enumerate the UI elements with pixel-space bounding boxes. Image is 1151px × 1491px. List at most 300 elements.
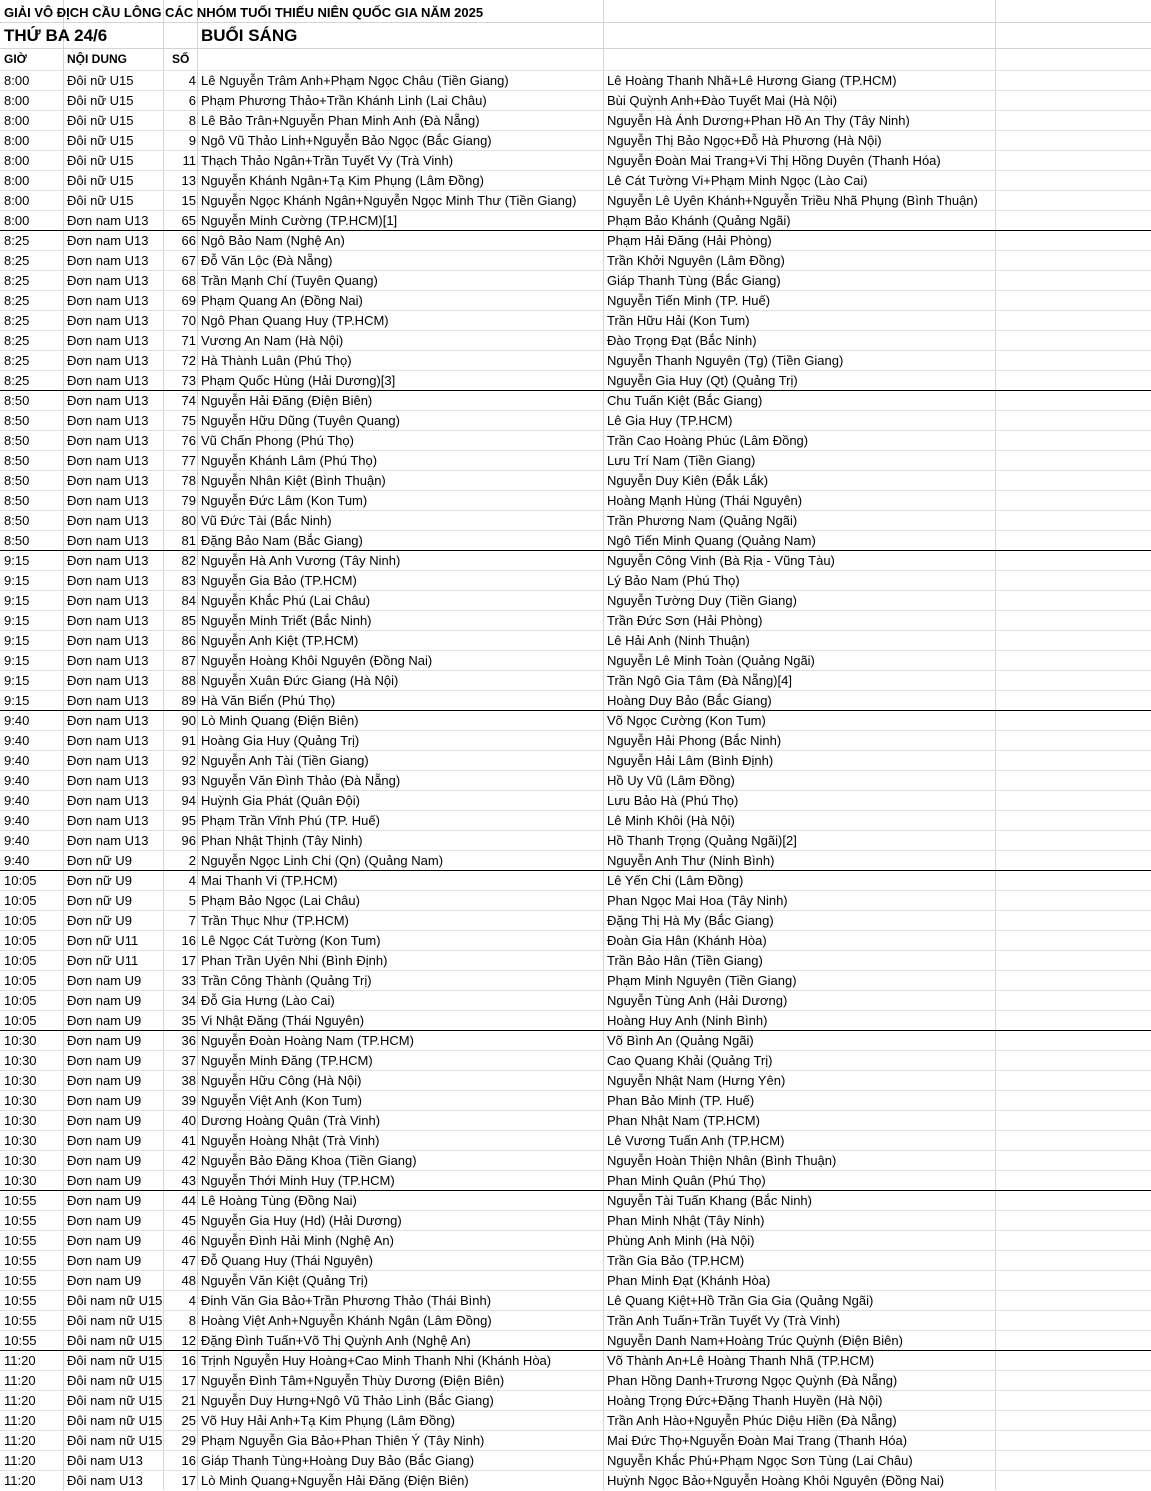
time-cell: 11:20	[4, 1393, 36, 1408]
time-cell: 10:30	[4, 1053, 37, 1068]
time-cell: 10:55	[4, 1253, 37, 1268]
event-cell: Đơn nam U13	[67, 233, 149, 248]
event-cell: Đơn nam U9	[67, 1273, 142, 1288]
player-b-cell: Phan Ngọc Mai Hoa (Tây Ninh)	[607, 893, 788, 908]
player-b-cell: Chu Tuấn Kiệt (Bắc Giang)	[607, 393, 763, 408]
player-b-cell: Hoàng Duy Bảo (Bắc Giang)	[607, 693, 772, 708]
player-b-cell: Lưu Bảo Hà (Phú Thọ)	[607, 793, 739, 808]
match-number-cell: 92	[181, 753, 196, 768]
match-number-cell: 2	[188, 853, 196, 868]
match-number-cell: 36	[181, 1033, 196, 1048]
table-row	[0, 1210, 1151, 1230]
player-a-cell: Nguyễn Anh Tài (Tiền Giang)	[201, 753, 369, 768]
player-b-cell: Phùng Anh Minh (Hà Nội)	[607, 1233, 755, 1248]
table-row	[0, 930, 1151, 950]
table-row	[0, 1090, 1151, 1110]
table-row	[0, 1270, 1151, 1290]
player-b-cell: Trần Anh Hào+Nguyễn Phúc Diệu Hiền (Đà Nẵng)	[607, 1413, 897, 1428]
event-cell: Đơn nam U9	[67, 1093, 142, 1108]
match-number-cell: 11	[182, 153, 196, 168]
player-a-cell: Nguyễn Khánh Lâm (Phú Thọ)	[201, 453, 378, 468]
time-cell: 10:55	[4, 1333, 37, 1348]
table-row	[0, 510, 1151, 530]
player-a-cell: Dương Hoàng Quân (Trà Vinh)	[201, 1113, 381, 1128]
match-number-cell: 87	[181, 653, 196, 668]
match-number-cell: 83	[181, 573, 196, 588]
table-row	[0, 410, 1151, 430]
table-row	[0, 750, 1151, 770]
event-cell: Đơn nam U13	[67, 413, 149, 428]
time-cell: 8:50	[4, 493, 30, 508]
player-b-cell: Lê Quang Kiệt+Hồ Trần Gia Gia (Quảng Ngãi)	[607, 1293, 874, 1308]
player-b-cell: Nguyễn Hải Phong (Bắc Ninh)	[607, 733, 782, 748]
event-cell: Đơn nam U13	[67, 533, 149, 548]
day-row	[0, 23, 1151, 49]
table-row	[0, 190, 1151, 210]
table-row	[0, 630, 1151, 650]
time-cell: 8:25	[4, 273, 30, 288]
table-row	[0, 150, 1151, 170]
table-row	[0, 290, 1151, 310]
time-cell: 9:15	[4, 633, 30, 648]
match-number-cell: 40	[181, 1113, 196, 1128]
table-row	[0, 710, 1151, 730]
match-number-cell: 43	[181, 1173, 196, 1188]
player-b-cell: Nguyễn Hải Lâm (Bình Định)	[607, 753, 774, 768]
player-b-cell: Hoàng Huy Anh (Ninh Bình)	[607, 1013, 768, 1028]
player-b-cell: Đào Trọng Đạt (Bắc Ninh)	[607, 333, 757, 348]
event-cell: Đôi nữ U15	[67, 93, 134, 108]
match-number-cell: 13	[181, 173, 196, 188]
table-row	[0, 330, 1151, 350]
player-b-cell: Nguyễn Đoàn Mai Trang+Vi Thị Hồng Duyên (Thanh Hóa)	[607, 153, 941, 168]
player-b-cell: Mai Đức Thọ+Nguyễn Đoàn Mai Trang (Thanh Hóa)	[607, 1433, 908, 1448]
event-cell: Đơn nam U13	[67, 513, 149, 528]
table-row	[0, 970, 1151, 990]
table-row	[0, 170, 1151, 190]
event-cell: Đơn nam U13	[67, 573, 149, 588]
player-a-cell: Nguyễn Nhân Kiệt (Bình Thuận)	[201, 473, 386, 488]
event-cell: Đơn nữ U9	[67, 893, 132, 908]
event-cell: Đơn nam U9	[67, 1073, 142, 1088]
match-number-cell: 6	[188, 93, 196, 108]
match-number-cell: 77	[181, 453, 196, 468]
time-cell: 10:30	[4, 1073, 37, 1088]
match-number-cell: 67	[181, 253, 196, 268]
header-number: SỐ	[172, 52, 190, 66]
player-a-cell: Nguyễn Khắc Phú (Lai Châu)	[201, 593, 371, 608]
time-cell: 8:50	[4, 473, 30, 488]
table-row	[0, 910, 1151, 930]
title-row	[0, 0, 1151, 23]
time-cell: 10:30	[4, 1113, 37, 1128]
table-row	[0, 1190, 1151, 1210]
table-row	[0, 850, 1151, 870]
player-a-cell: Nguyễn Duy Hưng+Ngô Vũ Thảo Linh (Bắc Giang)	[201, 1393, 494, 1408]
player-a-cell: Thạch Thảo Ngân+Trần Tuyết Vy (Trà Vinh)	[201, 153, 454, 168]
match-number-cell: 29	[181, 1433, 196, 1448]
table-row	[0, 430, 1151, 450]
player-b-cell: Phan Minh Quân (Phú Thọ)	[607, 1173, 766, 1188]
player-a-cell: Nguyễn Hoàng Nhật (Trà Vinh)	[201, 1133, 380, 1148]
time-cell: 9:15	[4, 593, 30, 608]
table-row	[0, 670, 1151, 690]
event-cell: Đơn nam U13	[67, 473, 149, 488]
player-a-cell: Nguyễn Đoàn Hoàng Nam (TP.HCM)	[201, 1033, 414, 1048]
time-cell: 8:00	[4, 213, 30, 228]
event-cell: Đơn nam U9	[67, 1213, 142, 1228]
time-cell: 8:00	[4, 133, 30, 148]
event-cell: Đơn nam U9	[67, 1013, 142, 1028]
table-row	[0, 790, 1151, 810]
player-a-cell: Đỗ Quang Huy (Thái Nguyên)	[201, 1253, 373, 1268]
player-b-cell: Nguyễn Hà Ánh Dương+Phan Hồ An Thy (Tây Ninh)	[607, 113, 910, 128]
time-cell: 10:30	[4, 1033, 37, 1048]
time-cell: 8:50	[4, 433, 30, 448]
table-row	[0, 1030, 1151, 1050]
match-number-cell: 12	[181, 1333, 196, 1348]
player-a-cell: Nguyễn Hà Anh Vương (Tây Ninh)	[201, 553, 401, 568]
event-cell: Đơn nam U13	[67, 733, 149, 748]
event-cell: Đơn nữ U9	[67, 853, 132, 868]
match-number-cell: 16	[181, 1353, 196, 1368]
time-cell: 11:20	[4, 1373, 36, 1388]
time-cell: 9:40	[4, 793, 30, 808]
event-cell: Đơn nam U13	[67, 813, 149, 828]
player-b-cell: Hoàng Mạnh Hùng (Thái Nguyên)	[607, 493, 803, 508]
player-a-cell: Đỗ Gia Hưng (Lào Cai)	[201, 993, 335, 1008]
table-row	[0, 870, 1151, 890]
event-cell: Đôi nữ U15	[67, 113, 134, 128]
time-cell: 8:25	[4, 313, 30, 328]
event-cell: Đơn nữ U11	[67, 953, 139, 968]
time-cell: 8:00	[4, 173, 30, 188]
player-a-cell: Trần Mạnh Chí (Tuyên Quang)	[201, 273, 378, 288]
match-number-cell: 71	[181, 333, 196, 348]
match-number-cell: 16	[181, 1453, 196, 1468]
match-number-cell: 85	[181, 613, 196, 628]
match-number-cell: 15	[181, 193, 196, 208]
event-cell: Đôi nam nữ U15	[67, 1333, 163, 1348]
time-cell: 8:50	[4, 533, 30, 548]
player-a-cell: Lò Minh Quang+Nguyễn Hải Đăng (Điện Biên)	[201, 1473, 469, 1488]
player-b-cell: Nguyễn Công Vinh (Bà Rịa - Vũng Tàu)	[607, 553, 835, 568]
match-number-cell: 8	[188, 113, 196, 128]
match-number-cell: 4	[188, 873, 196, 888]
player-b-cell: Nguyễn Thanh Nguyên (Tg) (Tiền Giang)	[607, 353, 844, 368]
player-a-cell: Lê Ngọc Cát Tường (Kon Tum)	[201, 933, 381, 948]
match-number-cell: 17	[181, 1473, 196, 1488]
time-cell: 9:15	[4, 693, 30, 708]
event-cell: Đơn nam U13	[67, 453, 149, 468]
table-row	[0, 730, 1151, 750]
time-cell: 8:00	[4, 73, 30, 88]
match-number-cell: 46	[181, 1233, 196, 1248]
time-cell: 10:05	[4, 973, 37, 988]
table-row	[0, 390, 1151, 410]
event-cell: Đơn nam U9	[67, 1193, 142, 1208]
event-cell: Đơn nam U9	[67, 1233, 142, 1248]
player-b-cell: Lê Gia Huy (TP.HCM)	[607, 413, 733, 428]
match-number-cell: 94	[181, 793, 196, 808]
player-b-cell: Đoàn Gia Hân (Khánh Hòa)	[607, 933, 767, 948]
table-row	[0, 1470, 1151, 1490]
player-b-cell: Võ Bình An (Quảng Ngãi)	[607, 1033, 754, 1048]
time-cell: 9:40	[4, 753, 30, 768]
player-b-cell: Đặng Thị Hà My (Bắc Giang)	[607, 913, 774, 928]
player-a-cell: Đỗ Văn Lộc (Đà Nẵng)	[201, 253, 333, 268]
time-cell: 8:00	[4, 193, 30, 208]
header-time: GIỜ	[4, 52, 27, 66]
time-cell: 10:05	[4, 953, 37, 968]
time-cell: 9:15	[4, 613, 30, 628]
table-row	[0, 1010, 1151, 1030]
match-number-cell: 66	[181, 233, 196, 248]
time-cell: 8:25	[4, 333, 30, 348]
player-b-cell: Trần Bảo Hân (Tiền Giang)	[607, 953, 763, 968]
event-cell: Đơn nam U13	[67, 833, 149, 848]
event-cell: Đôi nam U13	[67, 1473, 143, 1488]
player-a-cell: Nguyễn Minh Cường (TP.HCM)[1]	[201, 213, 398, 228]
table-row	[0, 1350, 1151, 1370]
schedule-table	[0, 70, 1151, 1490]
time-cell: 8:50	[4, 453, 30, 468]
player-b-cell: Bùi Quỳnh Anh+Đào Tuyết Mai (Hà Nội)	[607, 93, 838, 108]
player-a-cell: Vương An Nam (Hà Nội)	[201, 333, 344, 348]
player-b-cell: Nguyễn Duy Kiên (Đắk Lắk)	[607, 473, 769, 488]
time-cell: 10:30	[4, 1093, 37, 1108]
match-number-cell: 17	[181, 1373, 196, 1388]
table-row	[0, 1310, 1151, 1330]
match-number-cell: 21	[181, 1393, 196, 1408]
match-number-cell: 72	[181, 353, 196, 368]
player-a-cell: Lê Bảo Trân+Nguyễn Phan Minh Anh (Đà Nẵng)	[201, 113, 480, 128]
table-row	[0, 270, 1151, 290]
table-row	[0, 530, 1151, 550]
player-b-cell: Trần Anh Tuấn+Trần Tuyết Vy (Trà Vinh)	[607, 1313, 841, 1328]
match-number-cell: 25	[181, 1413, 196, 1428]
player-b-cell: Trần Hữu Hải (Kon Tum)	[607, 313, 750, 328]
player-b-cell: Nguyễn Tài Tuấn Khang (Bắc Ninh)	[607, 1193, 812, 1208]
table-row	[0, 250, 1151, 270]
player-b-cell: Trần Ngô Gia Tâm (Đà Nẵng)[4]	[607, 673, 792, 688]
match-number-cell: 95	[181, 813, 196, 828]
event-cell: Đơn nam U13	[67, 553, 149, 568]
player-b-cell: Lê Vương Tuấn Anh (TP.HCM)	[607, 1133, 785, 1148]
event-cell: Đơn nam U13	[67, 353, 149, 368]
table-row	[0, 950, 1151, 970]
time-cell: 8:50	[4, 413, 30, 428]
match-number-cell: 73	[181, 373, 196, 388]
player-b-cell: Phan Minh Đạt (Khánh Hòa)	[607, 1273, 771, 1288]
event-cell: Đơn nam U13	[67, 293, 149, 308]
player-b-cell: Phạm Bảo Khánh (Quảng Ngãi)	[607, 213, 791, 228]
time-cell: 9:40	[4, 833, 30, 848]
match-number-cell: 42	[181, 1153, 196, 1168]
table-row	[0, 990, 1151, 1010]
time-cell: 8:00	[4, 113, 30, 128]
table-row	[0, 490, 1151, 510]
event-cell: Đôi nam nữ U15	[67, 1313, 163, 1328]
match-number-cell: 38	[181, 1073, 196, 1088]
time-cell: 9:15	[4, 653, 30, 668]
player-a-cell: Phạm Quang An (Đồng Nai)	[201, 293, 363, 308]
event-cell: Đơn nữ U9	[67, 873, 132, 888]
time-cell: 11:20	[4, 1453, 36, 1468]
player-b-cell: Nguyễn Lê Uyên Khánh+Nguyễn Triều Nhã Phụng (Bình Thuận)	[607, 193, 978, 208]
match-number-cell: 89	[181, 693, 196, 708]
player-a-cell: Nguyễn Thới Minh Huy (TP.HCM)	[201, 1173, 395, 1188]
player-b-cell: Nguyễn Danh Nam+Hoàng Trúc Quỳnh (Điện Biên)	[607, 1333, 903, 1348]
event-cell: Đơn nam U9	[67, 1253, 142, 1268]
table-row	[0, 830, 1151, 850]
player-b-cell: Nguyễn Thị Bảo Ngọc+Đỗ Hà Phương (Hà Nội)	[607, 133, 882, 148]
event-cell: Đơn nam U9	[67, 1173, 142, 1188]
event-cell: Đơn nam U13	[67, 793, 149, 808]
player-a-cell: Nguyễn Văn Đình Thảo (Đà Nẵng)	[201, 773, 401, 788]
player-a-cell: Nguyễn Hoàng Khôi Nguyên (Đồng Nai)	[201, 653, 433, 668]
player-b-cell: Phạm Hải Đăng (Hải Phòng)	[607, 233, 772, 248]
player-a-cell: Hoàng Gia Huy (Quảng Trị)	[201, 733, 360, 748]
table-row	[0, 1410, 1151, 1430]
table-row	[0, 450, 1151, 470]
player-a-cell: Hoàng Việt Anh+Nguyễn Khánh Ngân (Lâm Đồng)	[201, 1313, 492, 1328]
player-a-cell: Trần Thục Như (TP.HCM)	[201, 913, 349, 928]
player-b-cell: Phan Nhật Nam (TP.HCM)	[607, 1113, 760, 1128]
table-row	[0, 570, 1151, 590]
table-row	[0, 650, 1151, 670]
table-row	[0, 470, 1151, 490]
player-b-cell: Nguyễn Gia Huy (Qt) (Quảng Trị)	[607, 373, 798, 388]
event-cell: Đơn nam U13	[67, 393, 149, 408]
player-b-cell: Lê Cát Tường Vi+Phạm Minh Ngọc (Lào Cai)	[607, 173, 868, 188]
player-a-cell: Ngô Phan Quang Huy (TP.HCM)	[201, 313, 389, 328]
player-a-cell: Phan Nhật Thịnh (Tây Ninh)	[201, 833, 363, 848]
time-cell: 11:20	[4, 1473, 36, 1488]
player-a-cell: Lê Nguyễn Trâm Anh+Phạm Ngọc Châu (Tiền Giang)	[201, 73, 509, 88]
player-b-cell: Lê Minh Khôi (Hà Nội)	[607, 813, 735, 828]
time-cell: 8:50	[4, 393, 30, 408]
player-b-cell: Hồ Thanh Trọng (Quảng Ngãi)[2]	[607, 833, 797, 848]
player-b-cell: Huỳnh Ngọc Bảo+Nguyễn Hoàng Khôi Nguyên (Đồng Nai)	[607, 1473, 945, 1488]
event-cell: Đơn nam U9	[67, 1113, 142, 1128]
time-cell: 10:05	[4, 893, 37, 908]
time-cell: 8:00	[4, 93, 30, 108]
table-row	[0, 550, 1151, 570]
match-number-cell: 80	[181, 513, 196, 528]
time-cell: 9:40	[4, 713, 30, 728]
time-cell: 8:25	[4, 373, 30, 388]
table-row	[0, 110, 1151, 130]
match-number-cell: 37	[181, 1053, 196, 1068]
event-cell: Đơn nam U9	[67, 993, 142, 1008]
event-cell: Đơn nam U13	[67, 433, 149, 448]
table-row	[0, 770, 1151, 790]
player-b-cell: Giáp Thanh Tùng (Bắc Giang)	[607, 273, 781, 288]
player-a-cell: Nguyễn Khánh Ngân+Tạ Kim Phụng (Lâm Đồng)	[201, 173, 484, 188]
event-cell: Đơn nam U13	[67, 653, 149, 668]
time-cell: 9:40	[4, 813, 30, 828]
event-cell: Đơn nam U13	[67, 493, 149, 508]
match-number-cell: 84	[181, 593, 196, 608]
match-number-cell: 17	[181, 953, 196, 968]
table-row	[0, 1110, 1151, 1130]
player-a-cell: Nguyễn Gia Bảo (TP.HCM)	[201, 573, 357, 588]
player-b-cell: Trần Gia Bảo (TP.HCM)	[607, 1253, 745, 1268]
player-a-cell: Nguyễn Văn Kiệt (Quảng Trị)	[201, 1273, 368, 1288]
table-row	[0, 890, 1151, 910]
table-row	[0, 1230, 1151, 1250]
player-b-cell: Lê Hải Anh (Ninh Thuận)	[607, 633, 750, 648]
match-number-cell: 65	[181, 213, 196, 228]
player-a-cell: Nguyễn Minh Triết (Bắc Ninh)	[201, 613, 372, 628]
event-cell: Đơn nam U13	[67, 633, 149, 648]
event-cell: Đơn nam U13	[67, 373, 149, 388]
player-a-cell: Trịnh Nguyễn Huy Hoàng+Cao Minh Thanh Nhi (Khánh Hòa)	[201, 1353, 552, 1368]
time-cell: 10:55	[4, 1213, 37, 1228]
player-b-cell: Ngô Tiến Minh Quang (Quảng Nam)	[607, 533, 816, 548]
player-a-cell: Huỳnh Gia Phát (Quân Đội)	[201, 793, 360, 808]
table-row	[0, 1430, 1151, 1450]
player-b-cell: Nguyễn Tường Duy (Tiền Giang)	[607, 593, 797, 608]
event-cell: Đơn nam U9	[67, 1033, 142, 1048]
player-a-cell: Võ Huy Hải Anh+Tạ Kim Phụng (Lâm Đồng)	[201, 1413, 455, 1428]
player-b-cell: Nguyễn Nhật Nam (Hưng Yên)	[607, 1073, 786, 1088]
player-b-cell: Nguyễn Khắc Phú+Phạm Ngọc Sơn Tùng (Lai Châu)	[607, 1453, 913, 1468]
time-cell: 8:25	[4, 293, 30, 308]
player-a-cell: Phạm Trần Vĩnh Phú (TP. Huế)	[201, 813, 380, 828]
match-number-cell: 69	[181, 293, 196, 308]
time-cell: 10:05	[4, 913, 37, 928]
table-row	[0, 1250, 1151, 1270]
player-a-cell: Ngô Vũ Thảo Linh+Nguyễn Bảo Ngọc (Bắc Giang)	[201, 133, 492, 148]
match-number-cell: 93	[181, 773, 196, 788]
event-cell: Đơn nam U13	[67, 693, 149, 708]
time-cell: 9:15	[4, 573, 30, 588]
player-b-cell: Trần Khởi Nguyên (Lâm Đồng)	[607, 253, 785, 268]
player-b-cell: Lê Hoàng Thanh Nhã+Lê Hương Giang (TP.HCM)	[607, 73, 897, 88]
player-a-cell: Nguyễn Bảo Đăng Khoa (Tiền Giang)	[201, 1153, 417, 1168]
table-row	[0, 130, 1151, 150]
player-a-cell: Mai Thanh Vi (TP.HCM)	[201, 873, 338, 888]
time-cell: 10:55	[4, 1273, 37, 1288]
table-row	[0, 70, 1151, 90]
player-b-cell: Phan Hồng Danh+Trương Ngọc Quỳnh (Đà Nẵng)	[607, 1373, 898, 1388]
player-b-cell: Lý Bảo Nam (Phú Thọ)	[607, 573, 740, 588]
match-number-cell: 78	[181, 473, 196, 488]
table-row	[0, 230, 1151, 250]
event-cell: Đơn nam U13	[67, 333, 149, 348]
event-cell: Đơn nam U13	[67, 253, 149, 268]
event-cell: Đôi nam nữ U15	[67, 1293, 163, 1308]
match-number-cell: 47	[181, 1253, 196, 1268]
time-cell: 10:05	[4, 993, 37, 1008]
player-a-cell: Nguyễn Việt Anh (Kon Tum)	[201, 1093, 362, 1108]
time-cell: 9:15	[4, 673, 30, 688]
player-b-cell: Võ Thành An+Lê Hoàng Thanh Nhã (TP.HCM)	[607, 1353, 875, 1368]
time-cell: 10:55	[4, 1233, 37, 1248]
time-cell: 9:40	[4, 733, 30, 748]
table-row	[0, 690, 1151, 710]
match-number-cell: 88	[181, 673, 196, 688]
match-number-cell: 9	[188, 133, 196, 148]
time-cell: 8:50	[4, 513, 30, 528]
match-number-cell: 44	[181, 1193, 196, 1208]
player-b-cell: Nguyễn Anh Thư (Ninh Bình)	[607, 853, 775, 868]
time-cell: 11:20	[4, 1353, 36, 1368]
event-cell: Đơn nam U13	[67, 673, 149, 688]
match-number-cell: 76	[181, 433, 196, 448]
